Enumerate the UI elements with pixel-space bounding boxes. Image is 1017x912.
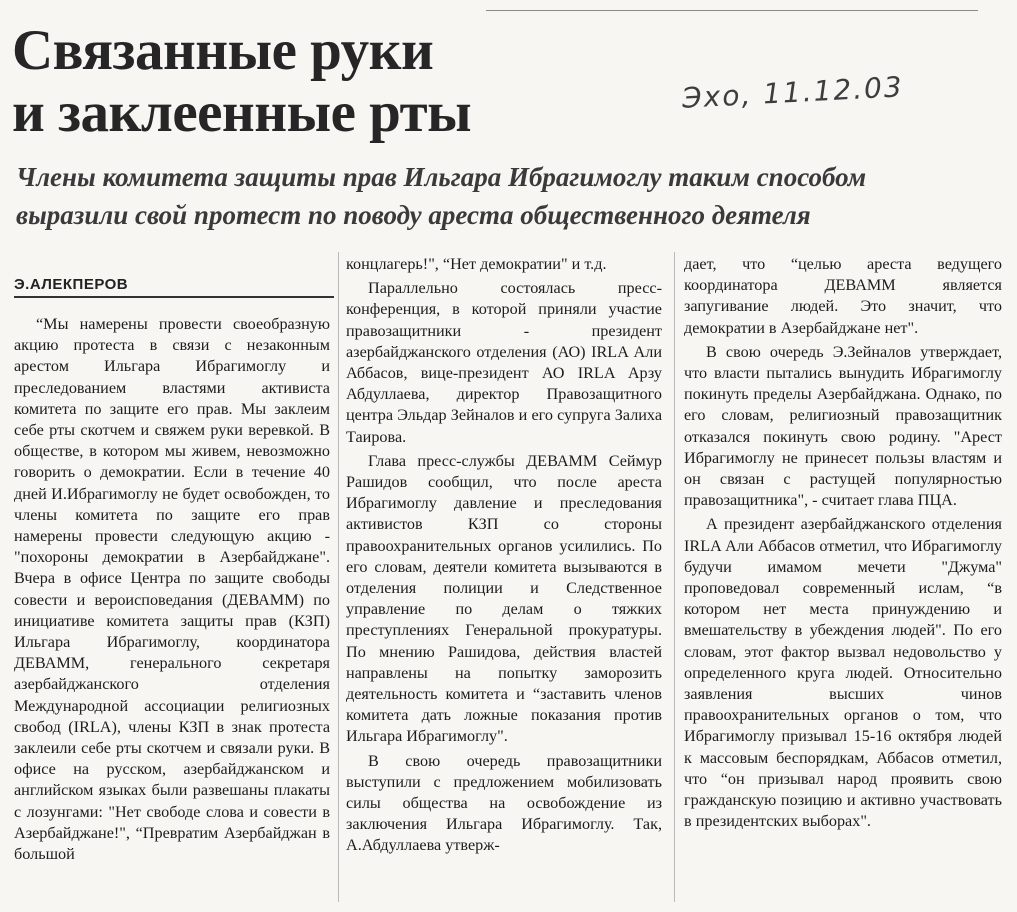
paragraph: В свою очередь правозащитники выступили с предложением мобилизовать силы общества на освобождение из заключения Ильгара Ибрагимоглу. Так, А.Абдуллаева утверж- — [346, 751, 662, 855]
headline-line-2: и заклеенные рты — [12, 81, 472, 144]
paragraph-continued: концлагерь!", “Нет демократии" и т.д. — [346, 255, 607, 273]
paragraph: В свою очередь Э.Зейналов утверждает, что власти пытались вынудить Ибрагимоглу покинуть пределы Азербайджана. Однако, по его словам, религиозный правозащитник отказался покинуть свою родину. "Арест Ибрагимоглу не принесет пользы властям и он связан с растущей популярностью правозащитника", - считает глава ПЦА. — [684, 342, 1002, 510]
paragraph: А президент азербайджанского отделения IRLA Али Аббасов отметил, что Ибрагимоглу будучи имамом мечети "Джума" проповедовал современный ислам, “в котором нет места принуждению и вмешательству в убеждения людей". По его словам, этот фактор вызвал недовольство у определенного круга людей. Относительно заявления высших чинов правоохранительных органов о том, что Ибрагимоглу призывал 15-16 октября людей к массовым беспорядкам, Аббасов отметил, что “он призывал народ проявить свою гражданскую позицию и активно участвовать в президентских выборах". — [684, 515, 1002, 831]
column-divider-1 — [338, 252, 339, 902]
byline: Э.АЛЕКПЕРОВ — [14, 276, 334, 298]
paragraph: “Мы намерены провести своеобразную акцию протеста в связи с незаконным арестом Ильгара Ибрагимоглу и преследованием властями активиста комитета по защите его прав. Мы заклеим себе рты скотчем и свяжем руки веревкой. В обществе, в котором мы живем, невозможно говорить о демократии. Если в течение 40 дней И.Ибрагимоглу не будет освобожден, то члены комитета по защите его прав намерены провести следующую акцию - "похороны демократии в Азербайджане". Вчера в офисе Центра по защите свободы совести и вероисповедания (ДЕВАММ) по инициативе комитета защиты прав (КЗП) Ильгара Ибрагимоглу, координатора ДЕВАММ, генерального секретаря азербайджанского отделения Международной ассоциации религиозных свобод (IRLA), члены КЗП в знак протеста заклеили себе рты скотчем и связали руки. В офисе на русском, азербайджанском и английском языках были развешаны плакаты с лозунгами: "Нет свободе слова и совести в Азербайджане!", “Превратим Азербайджан в большой — [14, 315, 330, 864]
subheadline-line-2: выразили свой протест по поводу ареста общественного деятеля — [16, 200, 811, 230]
subheadline — [16, 158, 1006, 234]
article-column-3 — [684, 254, 1002, 835]
paragraph-continued: дает, что “целью ареста ведущего координатора ДЕВАММ является запугивание людей. Это значит, что демократии в Азербайджане нет". — [684, 255, 1002, 337]
headline-line-1: Связанные руки — [12, 19, 434, 82]
article-column-2 — [346, 254, 662, 860]
headline — [12, 20, 652, 144]
subheadline-line-1: Члены комитета защиты прав Ильгара Ибрагимоглу таким способом — [16, 162, 867, 192]
column-divider-2 — [674, 252, 675, 902]
handwritten-note: Эхо, 11.12.03 — [681, 70, 905, 115]
paragraph: Параллельно состоялась пресс-конференция, в которой приняли участие правозащитники - президент азербайджанского отделения (АО) IRLA Али Аббасов, вице-президент АО IRLA Арзу Абдуллаева, директор Правозащитного центра Эльдар Зейналов и его супруга Залиха Таирова. — [346, 279, 662, 446]
article-column-1 — [14, 314, 330, 868]
paragraph: Глава пресс-службы ДЕВАММ Сеймур Рашидов сообщил, что после ареста Ибрагимоглу давление и преследования активистов КЗП со стороны правоохранительных органов усилились. По его словам, деятели комитета вызываются в отделения полиции и Следственное управление по делам о тяжких преступлениях Генеральной прокуратуры. По мнению Рашидова, действия властей направлены на попытку заморозить деятельность комитета и “заставить членов комитета дать ложные показания против Ильгара Ибрагимоглу". — [346, 451, 662, 746]
top-rule — [486, 10, 978, 11]
